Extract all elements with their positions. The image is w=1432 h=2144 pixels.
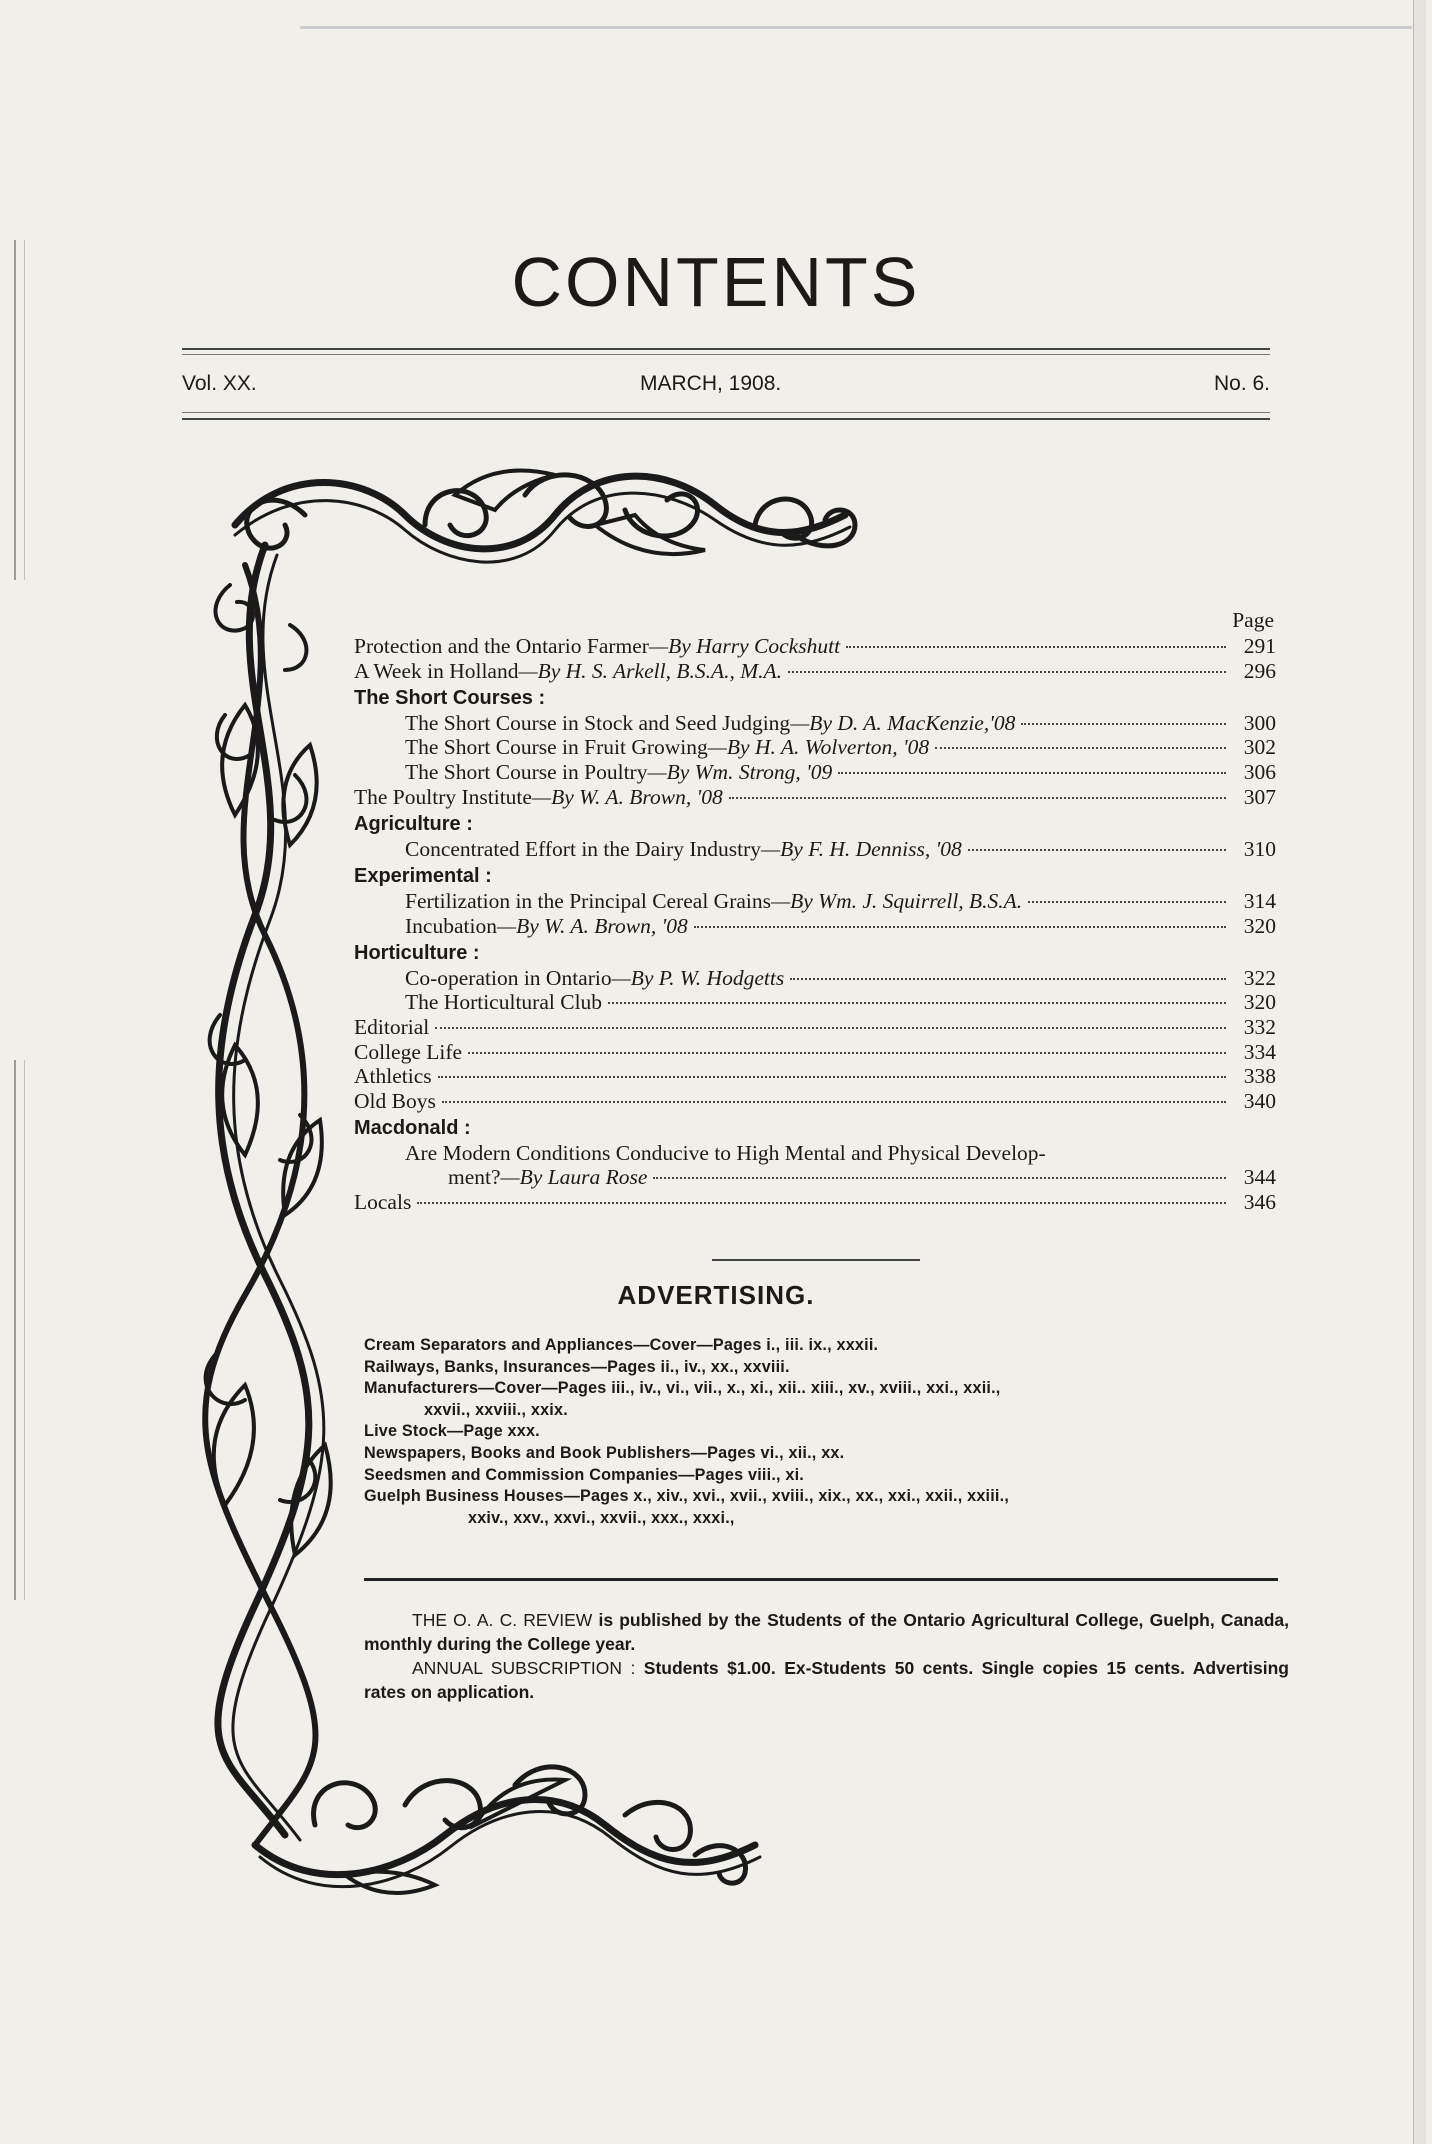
toc-entry-page: 306 [1243,759,1276,784]
toc-entry-title: The Short Course in Poultry [405,759,648,784]
dot-leader [790,978,1226,980]
toc-entry-author: —By W. A. Brown, '08 [531,784,723,809]
issue-number: No. 6. [1213,372,1270,395]
toc-entry-title: College Life [354,1039,463,1064]
advertising-line: xxvii., xxviii., xxix. [424,1400,568,1419]
advertising-heading: ADVERTISING. [617,1280,815,1310]
toc-entry [354,711,1276,736]
toc-entry-page: 307 [1243,784,1276,809]
toc-entry-title: The Horticultural Club [405,990,603,1015]
subscription-rates: Students $1.00. Ex-Students 50 cents. Single copies 15 cents. Advertising rates on application. [364,1658,1289,1702]
toc-entry-title: Athletics [354,1064,432,1089]
dot-leader [729,797,1226,799]
advertising-index [364,1335,1284,1529]
toc-entry-page: 320 [1243,990,1276,1015]
toc-entry-title-line: Are Modern Conditions Conducive to High Mental and Physical Develop- [405,1140,1046,1165]
toc-entry-title: Locals [354,1190,412,1215]
toc-entry-title: ment? [448,1165,501,1190]
toc-entry-page: 334 [1243,1039,1276,1064]
toc-entry-title: Incubation [405,913,497,938]
dot-leader [442,1101,1226,1103]
publication-name: THE O. A. C. REVIEW [412,1610,593,1630]
toc-entry [354,1040,1276,1065]
toc-entry-author: —By P. W. Hodgetts [611,965,785,990]
section-divider [712,1259,920,1261]
toc-entry-title: Old Boys [354,1088,436,1113]
toc-entry-page: 340 [1243,1088,1276,1113]
toc-entry-author: —By Harry Cockshutt [648,634,841,658]
toc-entry [354,760,1276,785]
dot-leader [438,1076,1226,1078]
advertising-line: xxiv., xxv., xxvi., xxvii., xxx., xxxi., [468,1508,735,1527]
toc-entry-page: 346 [1243,1190,1276,1215]
dot-leader [694,926,1226,928]
toc-entry [354,659,1276,684]
toc-entry [354,735,1276,760]
toc-entry-title: Concentrated Effort in the Dairy Industry [405,836,762,861]
advertising-line: Guelph Business Houses—Pages x., xiv., xvi., xvii., xviii., xix., xx., xxi., xxii., xxiii., [364,1487,1010,1506]
toc-entry-page: 344 [1243,1165,1276,1190]
header-rule-bottom [182,418,1270,420]
dot-leader [608,1002,1226,1004]
advertising-line: Cream Separators and Appliances—Cover—Pages i., iii. ix., xxxii. [364,1336,879,1354]
publication-rule [364,1578,1278,1581]
toc-entry-title: The Short Course in Fruit Growing [405,735,708,760]
toc-entry-page: 314 [1243,888,1276,913]
toc-entry [354,1190,1276,1215]
toc-entry-title: A Week in Holland [354,658,519,683]
toc-entry-title: The Poultry Institute [354,784,532,809]
toc-entry [354,837,1276,862]
header-rule-bottom-thin [182,412,1270,413]
toc-entry-page: 322 [1243,965,1276,990]
advertising-line: Seedsmen and Commission Companies—Pages viii., xi. [364,1465,805,1484]
toc-section-heading: The Short Courses : [354,687,546,710]
toc-entry-title: Editorial [354,1014,430,1039]
advertising-line: Live Stock—Page xxx. [364,1422,540,1441]
toc-entry-author: —By F. H. Denniss, '08 [761,836,962,861]
toc-entry-author: —By Wm. Strong, '09 [647,759,833,784]
page-column-label: Page [1232,608,1274,632]
toc-entry-page: 320 [1243,913,1276,938]
toc-entry-title: The Short Course in Stock and Seed Judging [405,710,791,735]
toc-entry [354,914,1276,939]
toc-entry-page: 302 [1243,735,1276,760]
header-rule-top [182,348,1270,350]
toc-entry-page: 338 [1243,1064,1276,1089]
toc-entry-page: 300 [1243,710,1276,735]
dot-leader [417,1202,1226,1204]
toc-section-heading: Horticulture : [354,942,480,965]
dot-leader [846,646,1226,648]
toc-entry-title: Fertilization in the Principal Cereal Grains [405,888,771,913]
dot-leader [788,671,1226,673]
publication-info [364,1608,1289,1704]
toc-entry [354,1015,1276,1040]
dot-leader [468,1052,1226,1054]
toc-entry [354,1089,1276,1114]
toc-entry [354,966,1276,991]
dot-leader [1028,901,1226,903]
table-of-contents [354,608,1276,1215]
dot-leader [653,1177,1226,1179]
issue-header [182,372,1270,402]
toc-entry-author: —By D. A. MacKenzie,'08 [790,710,1016,735]
toc-entry-title: Co-operation in Ontario [405,965,612,990]
toc-entry [354,1165,1276,1190]
dot-leader [435,1027,1226,1029]
toc-entry-author: —By W. A. Brown, '08 [496,913,688,938]
volume-label: Vol. XX. [182,372,257,395]
toc-section-heading: Agriculture : [354,813,473,836]
dot-leader [838,772,1226,774]
toc-entry-author: —By H. S. Arkell, B.S.A., M.A. [518,658,783,683]
header-rule-top-thin [182,354,1270,355]
issue-date: MARCH, 1908. [640,372,782,395]
advertising-line: Manufacturers—Cover—Pages iii., iv., vi., vii., x., xi., xii.. xiii., xv., xviii., xxi., xxii., [364,1379,1001,1398]
toc-entry-page: 332 [1243,1014,1276,1039]
dot-leader [1021,723,1226,725]
advertising-line: Newspapers, Books and Book Publishers—Pages vi., xii., xx. [364,1443,845,1462]
page-edge-top [300,26,1412,29]
toc-entry [354,1064,1276,1089]
toc-entry [354,634,1276,659]
toc-entry [354,889,1276,914]
publication-statement [364,1608,1289,1656]
toc-entry-author: —By Laura Rose [500,1165,648,1190]
toc-entry-title: Protection and the Ontario Farmer [354,634,649,658]
toc-entry-author: —By Wm. J. Squirrell, B.S.A. [771,888,1023,913]
subscription-statement [364,1656,1289,1704]
advertising-line: Railways, Banks, Insurances—Pages ii., iv., xx., xxviii. [364,1357,790,1376]
subscription-label: ANNUAL SUBSCRIPTION : [412,1658,636,1678]
toc-section-heading: Macdonald : [354,1117,471,1140]
page-title: CONTENTS [511,243,921,321]
dot-leader [968,849,1226,851]
toc-entry [354,785,1276,810]
toc-entry [354,990,1276,1015]
toc-section-heading: Experimental : [354,865,492,888]
toc-entry-page: 291 [1243,634,1276,658]
publication-details: is published by the Students of the Ontario Agricultural College, Guelph, Canada, monthly during the College year. [364,1610,1289,1654]
toc-entry-page: 296 [1243,658,1276,683]
toc-entry-page: 310 [1243,836,1276,861]
dot-leader [935,747,1226,749]
binding-edge-lower [14,1060,25,1600]
toc-entry-author: —By H. A. Wolverton, '08 [707,735,930,760]
